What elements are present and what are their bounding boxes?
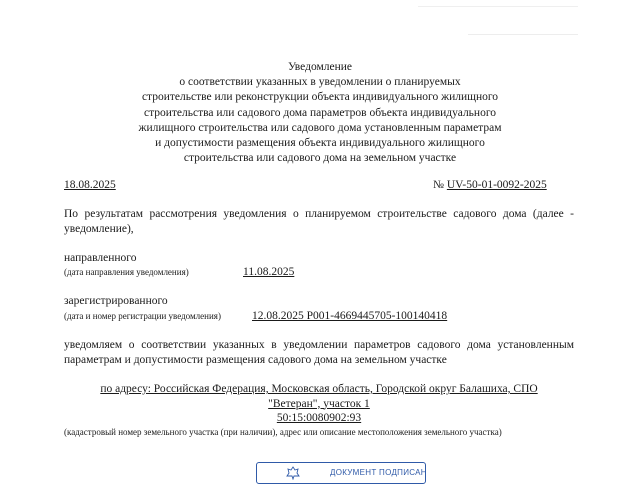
faint-stamp-second: [468, 34, 578, 43]
title-line: и допустимости размещения объекта индивидуального жилищного: [155, 137, 485, 150]
address-block: [64, 382, 574, 426]
document-date: 18.08.2025: [64, 179, 116, 191]
address-note: (кадастровый номер земельного участка (при наличии), адрес или описание местоположения земельного участка): [64, 427, 502, 437]
document-title: [90, 60, 550, 166]
sent-label: направленного: [64, 252, 137, 264]
document-number: [433, 178, 547, 192]
notice-paragraph: уведомляем о соответствии указанных в уведомлении параметров садового дома установленным параметрам и допустимости размещения садового дома на земельном участке: [64, 339, 574, 366]
registered-caption: (дата и номер регистрации уведомления): [64, 311, 221, 321]
registered-line: [64, 309, 221, 323]
emblem-icon: [285, 466, 301, 480]
number-value: UV-50-01-0092-2025: [446, 179, 547, 191]
faint-stamp-top: [418, 6, 578, 17]
sent-line: [64, 265, 189, 279]
number-prefix: №: [433, 179, 444, 191]
title-line: жилищного строительства или садового дома установленным параметрам: [138, 121, 502, 134]
title-line: Уведомление: [287, 61, 353, 73]
intro-paragraph: По результатам рассмотрения уведомления о планируемом строительстве садового дома (далее - уведомление),: [64, 208, 574, 235]
address-line: "Ветеран", участок 1: [268, 397, 370, 410]
cadastral-number: 50:15:0080902:93: [276, 412, 362, 424]
title-line: строительстве или реконструкции объекта индивидуального жилищного: [141, 91, 499, 104]
address-line: по адресу: Российская Федерация, Московская область, Городской округ Балашиха, СПО: [100, 383, 538, 395]
registered-value: 12.08.2025 P001-4669445705-100140418: [252, 310, 448, 322]
registered-label: зарегистрированного: [64, 295, 168, 307]
title-line: строительства или садового дома параметров объекта индивидуального: [143, 106, 497, 119]
title-line: строительства или садового дома на земельном участке: [183, 152, 457, 165]
signature-badge-text: ДОКУМЕНТ ПОДПИСАН: [330, 468, 427, 477]
title-line: о соответствии указанных в уведомлении о планируемых: [179, 76, 461, 89]
sent-caption: (дата направления уведомления): [64, 267, 189, 277]
sent-date: 11.08.2025: [243, 266, 295, 278]
